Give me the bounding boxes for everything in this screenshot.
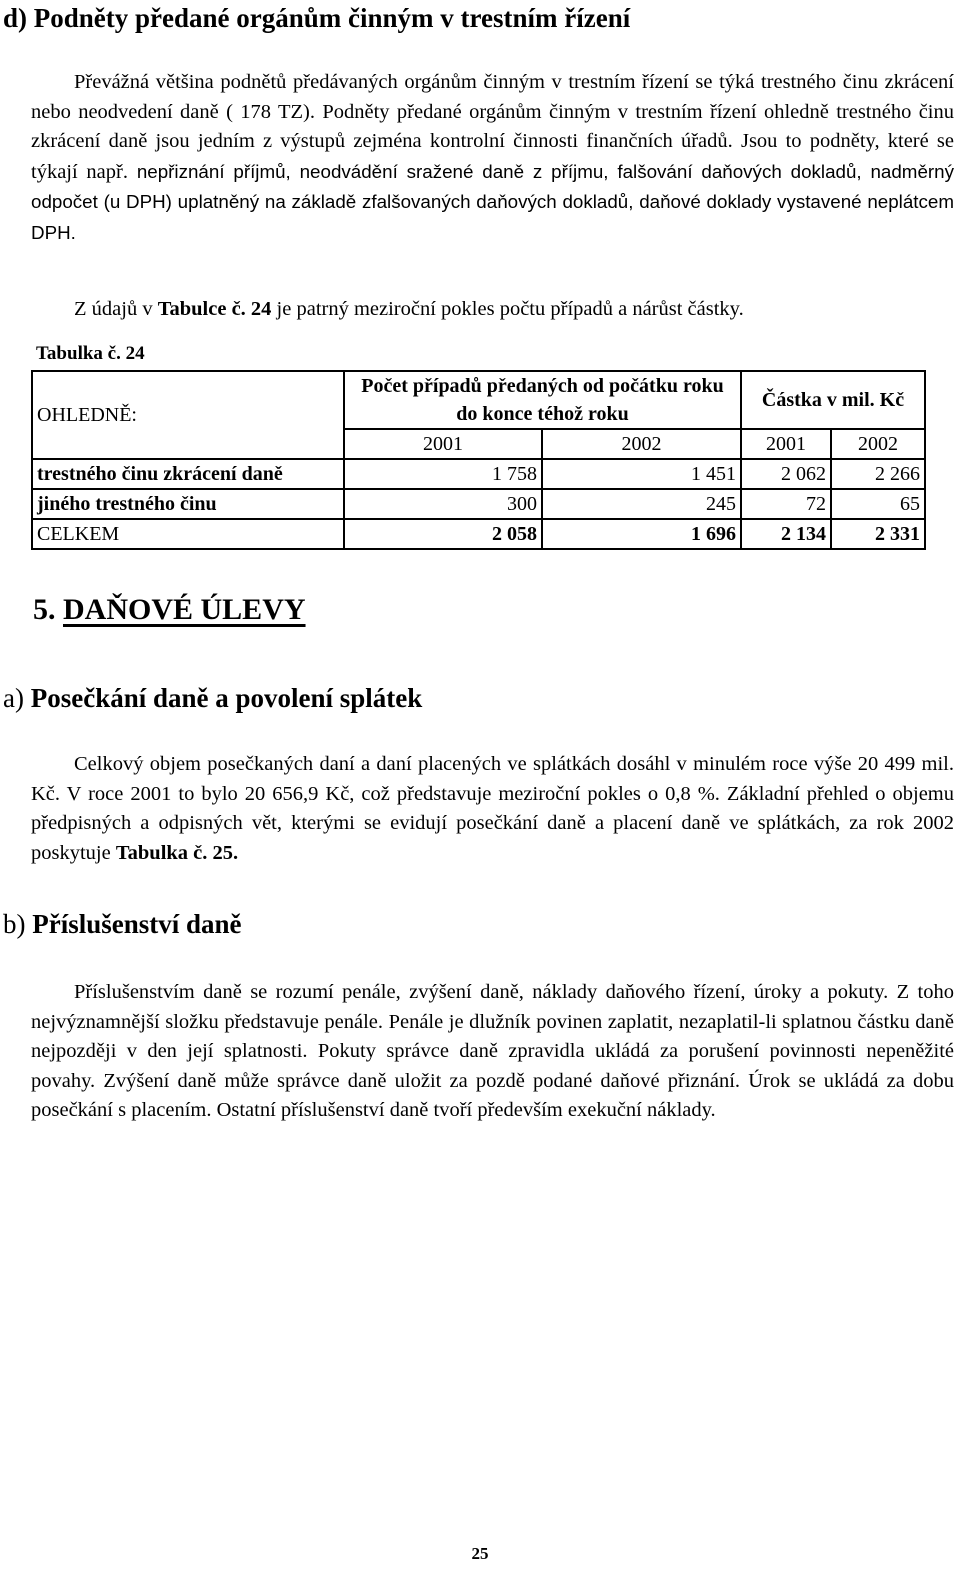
table-cell: 1 696 (542, 519, 741, 549)
section-a-table-ref: Tabulka č. 25. (115, 841, 239, 864)
chapter-5-title: DAŇOVÉ ÚLEVY (63, 593, 306, 626)
section-a-heading (3, 682, 422, 714)
table-ref-link: Tabulce č. 24 (157, 298, 272, 320)
table-row (32, 459, 925, 489)
row-label: trestného činu zkrácení daně (32, 459, 344, 489)
section-d-label: d) (3, 3, 28, 33)
section-d-heading (3, 2, 630, 34)
year-header: 2001 (741, 429, 831, 459)
table-cell: 2 134 (741, 519, 831, 549)
section-a-paragraph (31, 750, 954, 868)
row-label: CELKEM (32, 519, 344, 549)
section-b-label: b) (3, 909, 26, 939)
table-cell: 2 062 (741, 459, 831, 489)
section-b-title: Příslušenství daně (32, 909, 242, 939)
table-cell: 2 331 (831, 519, 925, 549)
table-cell: 1 758 (344, 459, 542, 489)
section-a-label: a) (3, 683, 24, 713)
table-cell: 300 (344, 489, 542, 519)
table-row (32, 489, 925, 519)
table-cell: 1 451 (542, 459, 741, 489)
section-d-paragraph (31, 68, 954, 249)
row-label: jiného trestného činu (32, 489, 344, 519)
year-header: 2002 (542, 429, 741, 459)
section-d-paragraph-part2: nepřiznání příjmů, neodvádění sražené daně z příjmu, falšování daňových dokladů, nadměrný odpočet (u DPH) uplatněný na základě zfalšovaných daňových dokladů, daňové doklady vystavené neplátcem DPH. (31, 160, 954, 243)
table-24 (31, 370, 926, 550)
table-cell: 245 (542, 489, 741, 519)
table-cell: 2 058 (344, 519, 542, 549)
chapter-5-heading (33, 592, 306, 628)
table-cell: 72 (741, 489, 831, 519)
table-caption: Tabulka č. 24 (36, 343, 145, 364)
table-header-row-1 (32, 371, 925, 429)
year-header: 2002 (831, 429, 925, 459)
col-group-cases-header: Počet případů předaných od počátku roku do konce téhož roku (344, 371, 741, 429)
chapter-5-number: 5. (33, 593, 56, 626)
table-ref-text-b: je patrný meziroční pokles počtu případů a nárůst částky. (271, 298, 744, 320)
table-row-total (32, 519, 925, 549)
table-ref-text-a: Z údajů v (74, 298, 158, 320)
section-b-paragraph: Příslušenstvím daně se rozumí penále, zvýšení daně, náklady daňového řízení, úroky a pokuty. Z toho nejvýznamnější složku představuje penále. Penále je dlužník povinen zaplatit, nezaplatil-li splatnou částku daně nejpozději v den její splatnosti. Pokuty správce daně zpravidla ukládá za porušení povinnosti nepeněžité povahy. Zvýšení daně může správce daně uložit za pozdě podané daňové přiznání. Úrok se ukládá za dobu posečkání s placením. Ostatní příslušenství daně tvoří především exekuční náklady. (31, 981, 954, 1122)
section-a-title: Posečkání daně a povolení splátek (30, 683, 423, 713)
page-number: 25 (471, 1544, 489, 1563)
table-cell: 2 266 (831, 459, 925, 489)
section-a-text: Celkový objem posečkaných daní a daní placených ve splátkách dosáhl v minulém roce výše 20 499 mil. Kč. V roce 2001 to bylo 20 656,9 Kč, což představuje meziroční pokles o 0,8 %. Základní přehled o objemu předpisných a odpisných vět, kterými se evidují posečkání daně a placení daně ve splátkách, za rok 2002 poskytuje (31, 753, 954, 864)
section-d-paragraph-part1: Převážná většina podnětů předávaných orgánům činným v trestním řízení se týká trestného činu zkrácení nebo neodvedení daně ( 178 TZ). Podněty předané orgánům činným v trestním řízení ohledně trestného činu zkrácení daně jsou jedním z výstupů zejména kontrolní činnosti finančních úřadů. Jsou to podněty, které se týkají např. (31, 71, 954, 183)
col-header-ohledne: OHLEDNĚ: (32, 371, 344, 459)
col-group-amount-header: Částka v mil. Kč (741, 371, 925, 429)
section-b-heading (3, 908, 242, 940)
year-header: 2001 (344, 429, 542, 459)
table-cell: 65 (831, 489, 925, 519)
section-d-title: Podněty předané orgánům činným v trestním řízení (33, 3, 631, 33)
table-reference-sentence (74, 295, 744, 324)
